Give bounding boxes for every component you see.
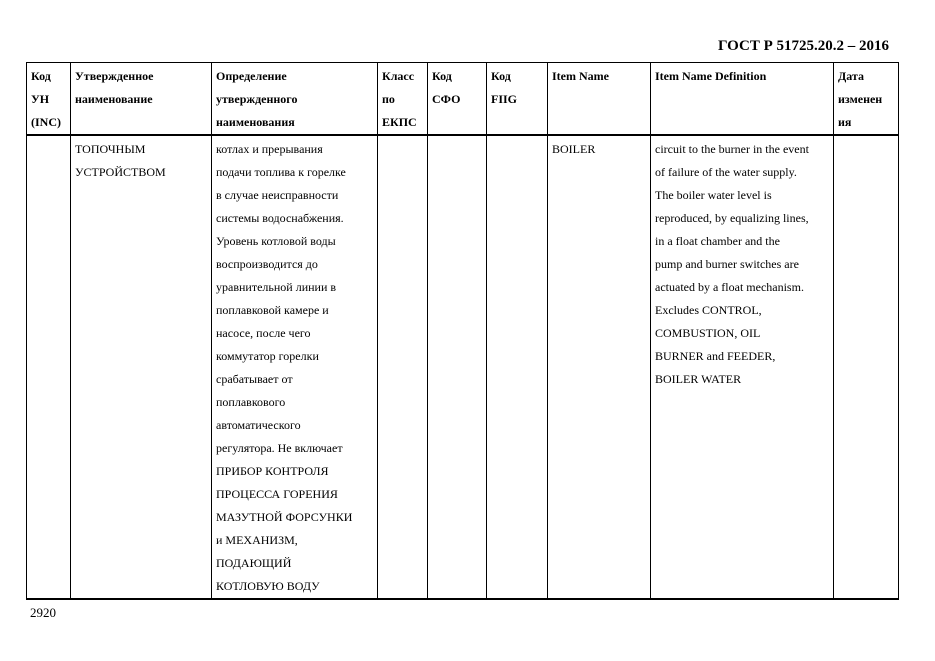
header-item-name-definition: Item Name Definition xyxy=(651,63,834,136)
header-item-name: Item Name xyxy=(548,63,651,136)
cell-definition: котлах и прерывания подачи топлива к горелке в случае неисправности системы водоснабжения. Уровень котловой воды воспроизводится до уравнительной линии в поплавковой камере и насосе, после чего коммутатор горелки срабатывает от поплавкового автоматического регулятора. Не включает ПРИБОР КОНТРОЛЯ ПРОЦЕССА ГОРЕНИЯ МАЗУТНОЙ ФОРСУНКИ и МЕХАНИЗМ, ПОДАЮЩИЙ КОТЛОВУЮ ВОДУ xyxy=(212,135,378,599)
header-definition: Определение утвержденного наименования xyxy=(212,63,378,136)
header-code-fiig: Код FIIG xyxy=(487,63,548,136)
header-code-sfo: Код СФО xyxy=(428,63,487,136)
header-approved-name: Утвержденное наименование xyxy=(71,63,212,136)
cell-code-sfo xyxy=(428,135,487,599)
cell-approved-name: ТОПОЧНЫМ УСТРОЙСТВОМ xyxy=(71,135,212,599)
cell-item-name: BOILER xyxy=(548,135,651,599)
cell-code-un xyxy=(27,135,71,599)
cell-code-fiig xyxy=(487,135,548,599)
table-row xyxy=(27,135,899,599)
header-row xyxy=(27,63,899,136)
header-code-un: Код УН (INC) xyxy=(27,63,71,136)
nomenclature-table xyxy=(26,62,899,600)
cell-change-date xyxy=(834,135,899,599)
header-class-ekps: Класс по ЕКПС xyxy=(378,63,428,136)
header-change-date: Дата изменен ия xyxy=(834,63,899,136)
cell-item-name-definition: circuit to the burner in the event of failure of the water supply. The boiler water level is reproduced, by equalizing lines, in a float chamber and the pump and burner switches are actuated by a float mechanism. Excludes CONTROL, COMBUSTION, OIL BURNER and FEEDER, BOILER WATER xyxy=(651,135,834,599)
page-number: 2920 xyxy=(30,605,56,620)
cell-class-ekps xyxy=(378,135,428,599)
document-code: ГОСТ Р 51725.20.2 – 2016 xyxy=(717,38,889,54)
